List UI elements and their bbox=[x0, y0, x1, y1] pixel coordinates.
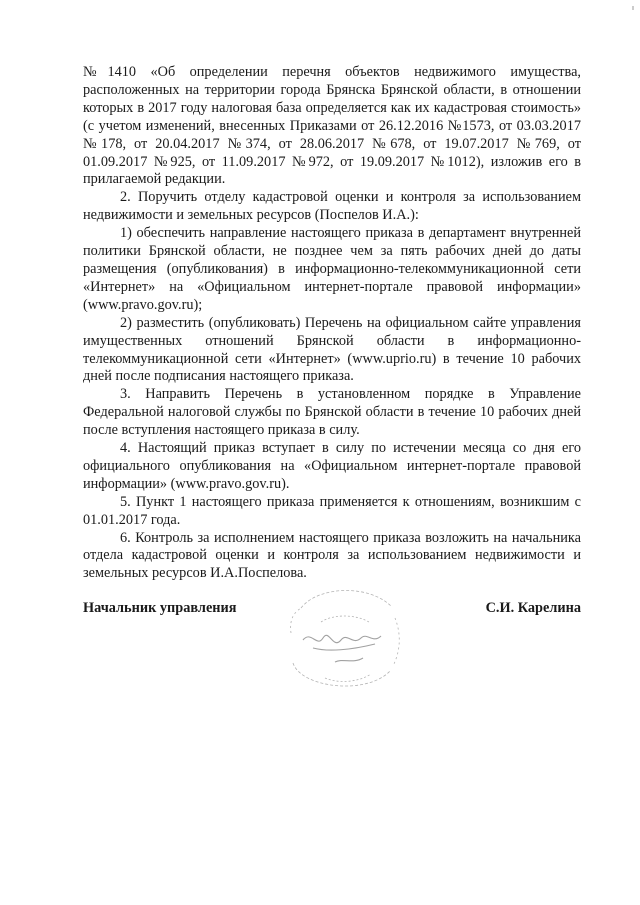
signatory-title: Начальник управления bbox=[83, 600, 237, 616]
stamp-signature-image bbox=[273, 578, 413, 708]
document-body bbox=[83, 64, 581, 583]
paragraph-subitem-1: 1) обеспечить направление настоящего приказа в департамент внутренней политики Брянской области, не позднее чем за пять рабочих дней до даты размещения (опубликования) в информационно-телекоммуникационной сети «Интернет» на «Официальном интернет-портале правовой информации» (www.pravo.gov.ru); bbox=[83, 225, 581, 313]
paragraph-item-5: 5. Пункт 1 настоящего приказа применяется к отношениям, возникшим с 01.01.2017 года. bbox=[83, 493, 581, 528]
signature-block bbox=[83, 598, 581, 708]
paragraph-continuation: №1410 «Об определении перечня объектов недвижимого имущества, расположенных на территории города Брянска Брянской области, в отношении которых в 2017 году налоговая база определяется как их кадастровая стоимость» (с учетом изменений, внесенных Приказами от 26.12.2016 №1573, от 03.03.2017 №178, от 20.04.2017 №374, от 28.06.2017 №678, от 19.07.2017 №769, от 01.09.2017 №925, от 11.09.2017 №972, от 19.09.2017 №1012), изложив его в прилагаемой редакции. bbox=[83, 64, 581, 188]
paragraph-item-2: 2. Поручить отделу кадастровой оценки и контроля за использованием недвижимости и земельных ресурсов (Поспелов И.А.): bbox=[83, 189, 581, 224]
paragraph-item-6: 6. Контроль за исполнением настоящего приказа возложить на начальника отдела кадастровой оценки и контроля за использованием недвижимости и земельных ресурсов И.А.Поспелова. bbox=[83, 529, 581, 582]
signatory-name: С.И. Карелина bbox=[485, 600, 581, 616]
paragraph-subitem-2: 2) разместить (опубликовать) Перечень на официальном сайте управления имущественных отношений Брянской области в информационно-телекоммуникационной сети «Интернет» (www.uprio.ru) в течение 10 рабочих дней после подписания настоящего приказа. bbox=[83, 314, 581, 385]
paragraph-item-3: 3. Направить Перечень в установленном порядке в Управление Федеральной налоговой службы по Брянской области в течение 10 рабочих дней после вступления настоящего приказа в силу. bbox=[83, 386, 581, 439]
scan-artifact bbox=[632, 6, 634, 10]
paragraph-item-4: 4. Настоящий приказ вступает в силу по истечении месяца со дня его официального опубликования на «Официальном интернет-портале правовой информации» (www.pravo.gov.ru). bbox=[83, 440, 581, 492]
